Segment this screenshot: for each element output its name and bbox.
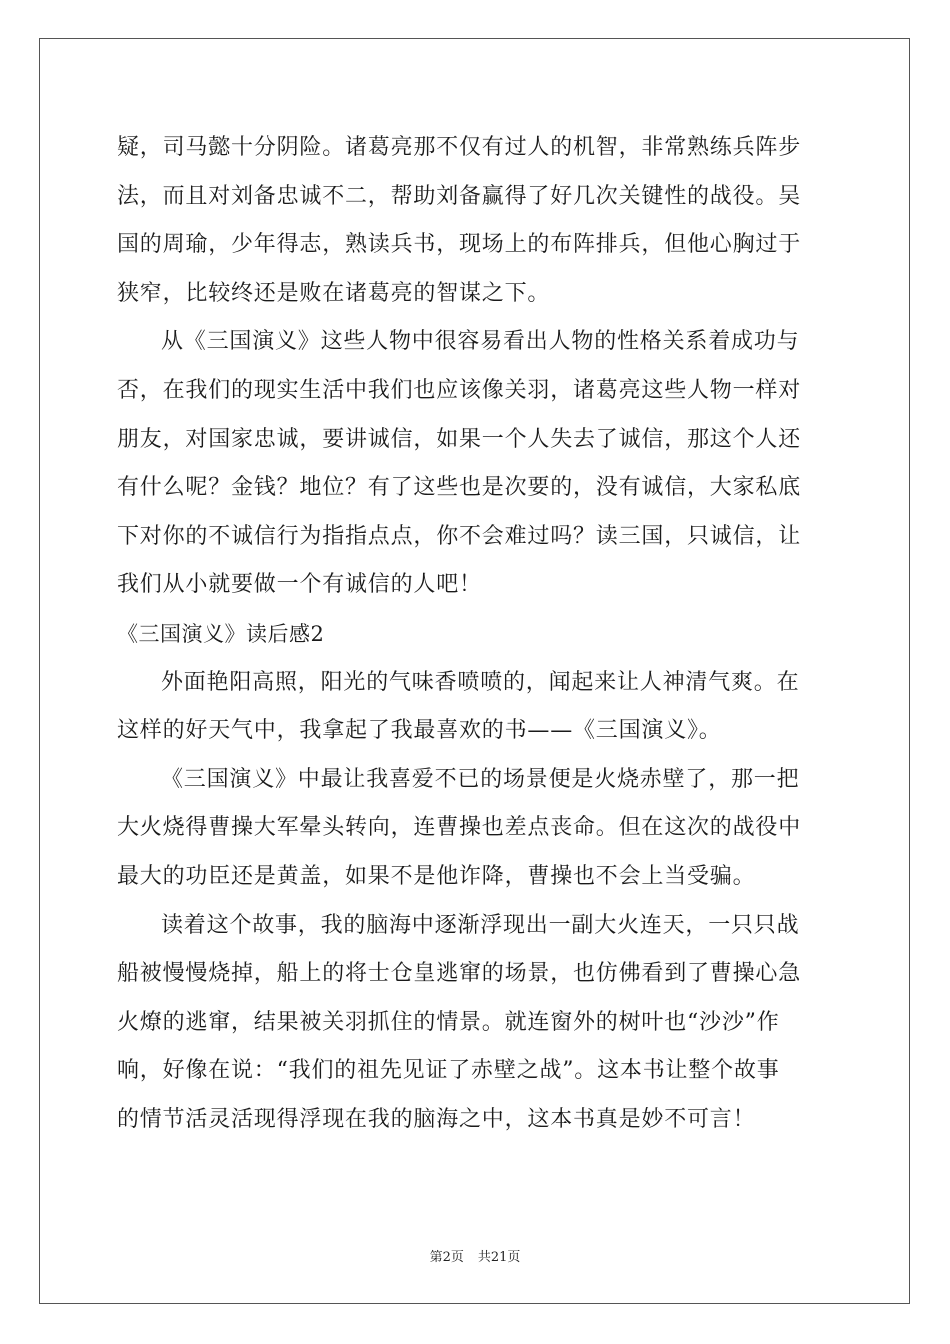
text-line: 大火烧得曹操大军晕头转向，连曹操也差点丧命。但在这次的战役中 xyxy=(117,815,802,841)
page-footer xyxy=(0,1246,950,1265)
text-line: 否，在我们的现实生活中我们也应该像关羽，诸葛亮这些人物一样对 xyxy=(117,377,802,403)
text-line: 法，而且对刘备忠诚不二，帮助刘备赢得了好几次关键性的战役。吴 xyxy=(117,183,802,209)
text-line: 有什么呢？金钱？地位？有了这些也是次要的，没有诚信，大家私底 xyxy=(117,475,802,501)
paragraph-start-line: 《三国演义》中最让我喜爱不已的场景便是火烧赤壁了，那一把 xyxy=(161,766,800,792)
text-line: 朋友，对国家忠诚，要讲诚信，如果一个人失去了诚信，那这个人还 xyxy=(117,426,802,452)
paragraph-start-line: 读着这个故事，我的脑海中逐渐浮现出一副大火连天，一只只战 xyxy=(161,912,800,938)
text-line: 船被慢慢烧掉，船上的将士仓皇逃窜的场景，也仿佛看到了曹操心急 xyxy=(117,961,802,987)
text-line: 国的周瑜，少年得志，熟读兵书，现场上的布阵排兵，但他心胸过于 xyxy=(117,232,802,258)
text-line: 疑，司马懿十分阴险。诸葛亮那不仅有过人的机智，非常熟练兵阵步 xyxy=(117,135,802,160)
section-heading: 《三国演义》读后感2 xyxy=(117,621,325,646)
text-line: 这样的好天气中，我拿起了我最喜欢的书——《三国演义》。 xyxy=(117,718,722,744)
total-pages: 共21页 xyxy=(477,1250,521,1265)
text-line: 的情节活灵活现得浮现在我的脑海之中，这本书真是妙不可言！ xyxy=(117,1106,756,1132)
text-line: 火燎的逃窜，结果被关羽抓住的情景。就连窗外的树叶也“沙沙”作 xyxy=(117,1009,780,1035)
text-line: 狭窄，比较终还是败在诸葛亮的智谋之下。 xyxy=(117,280,551,306)
text-line: 下对你的不诚信行为指指点点，你不会难过吗？读三国，只诚信，让 xyxy=(117,523,802,549)
text-line: 我们从小就要做一个有诚信的人吧！ xyxy=(117,572,482,598)
document-body xyxy=(117,124,833,1144)
page-number: 第2页 xyxy=(429,1250,464,1265)
paragraph-start-line: 从《三国演义》这些人物中很容易看出人物的性格关系着成功与 xyxy=(161,329,800,355)
text-line: 最大的功臣还是黄盖，如果不是他诈降，曹操也不会上当受骗。 xyxy=(117,863,756,889)
paragraph-start-line: 外面艳阳高照，阳光的气味香喷喷的，闻起来让人神清气爽。在 xyxy=(161,669,800,695)
text-line: 响，好像在说：“我们的祖先见证了赤壁之战”。这本书让整个故事 xyxy=(117,1058,780,1084)
